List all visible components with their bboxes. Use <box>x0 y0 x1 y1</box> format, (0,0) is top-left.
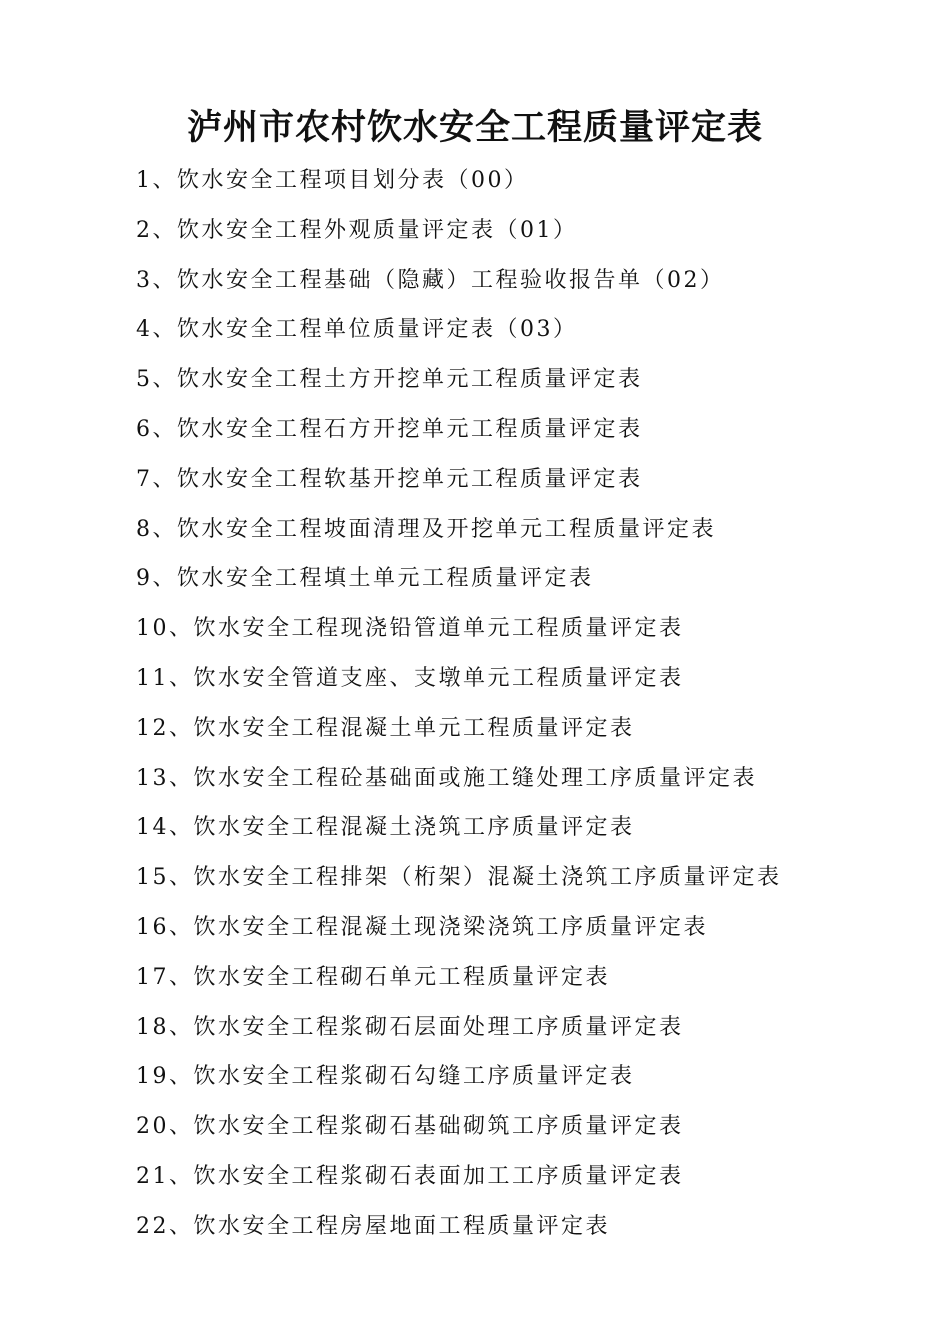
list-item: 15、饮水安全工程排架（桁架）混凝土浇筑工序质量评定表 <box>136 865 782 891</box>
list-item: 18、饮水安全工程浆砌石层面处理工序质量评定表 <box>136 1014 684 1040</box>
list-item: 5、饮水安全工程土方开挖单元工程质量评定表 <box>136 367 643 393</box>
list-item: 16、饮水安全工程混凝土现浇梁浇筑工序质量评定表 <box>136 914 708 940</box>
list-item: 11、饮水安全管道支座、支墩单元工程质量评定表 <box>136 665 684 691</box>
list-item: 22、饮水安全工程房屋地面工程质量评定表 <box>136 1213 610 1239</box>
list-item: 14、饮水安全工程混凝土浇筑工序质量评定表 <box>136 815 635 841</box>
list-item: 3、饮水安全工程基础（隐藏）工程验收报告单（02） <box>136 267 725 293</box>
list-item: 17、饮水安全工程砌石单元工程质量评定表 <box>136 964 610 990</box>
list-item: 9、饮水安全工程填土单元工程质量评定表 <box>136 566 594 592</box>
list-item: 12、饮水安全工程混凝土单元工程质量评定表 <box>136 715 635 741</box>
list-item: 8、饮水安全工程坡面清理及开挖单元工程质量评定表 <box>136 516 716 542</box>
list-item: 7、饮水安全工程软基开挖单元工程质量评定表 <box>136 466 643 492</box>
list-item: 6、饮水安全工程石方开挖单元工程质量评定表 <box>136 416 643 442</box>
list-item: 2、饮水安全工程外观质量评定表（01） <box>136 217 578 243</box>
form-list <box>136 160 910 1256</box>
page-title: 泸州市农村饮水安全工程质量评定表 <box>186 108 763 148</box>
list-item: 10、饮水安全工程现浇铅管道单元工程质量评定表 <box>136 616 684 642</box>
list-item: 19、饮水安全工程浆砌石勾缝工序质量评定表 <box>136 1064 635 1090</box>
list-item: 20、饮水安全工程浆砌石基础砌筑工序质量评定表 <box>136 1114 684 1140</box>
list-item: 1、饮水安全工程项目划分表（00） <box>136 168 529 193</box>
list-item: 4、饮水安全工程单位质量评定表（03） <box>136 317 578 343</box>
list-item: 21、饮水安全工程浆砌石表面加工工序质量评定表 <box>136 1163 684 1189</box>
list-item: 13、饮水安全工程砼基础面或施工缝处理工序质量评定表 <box>136 765 757 791</box>
